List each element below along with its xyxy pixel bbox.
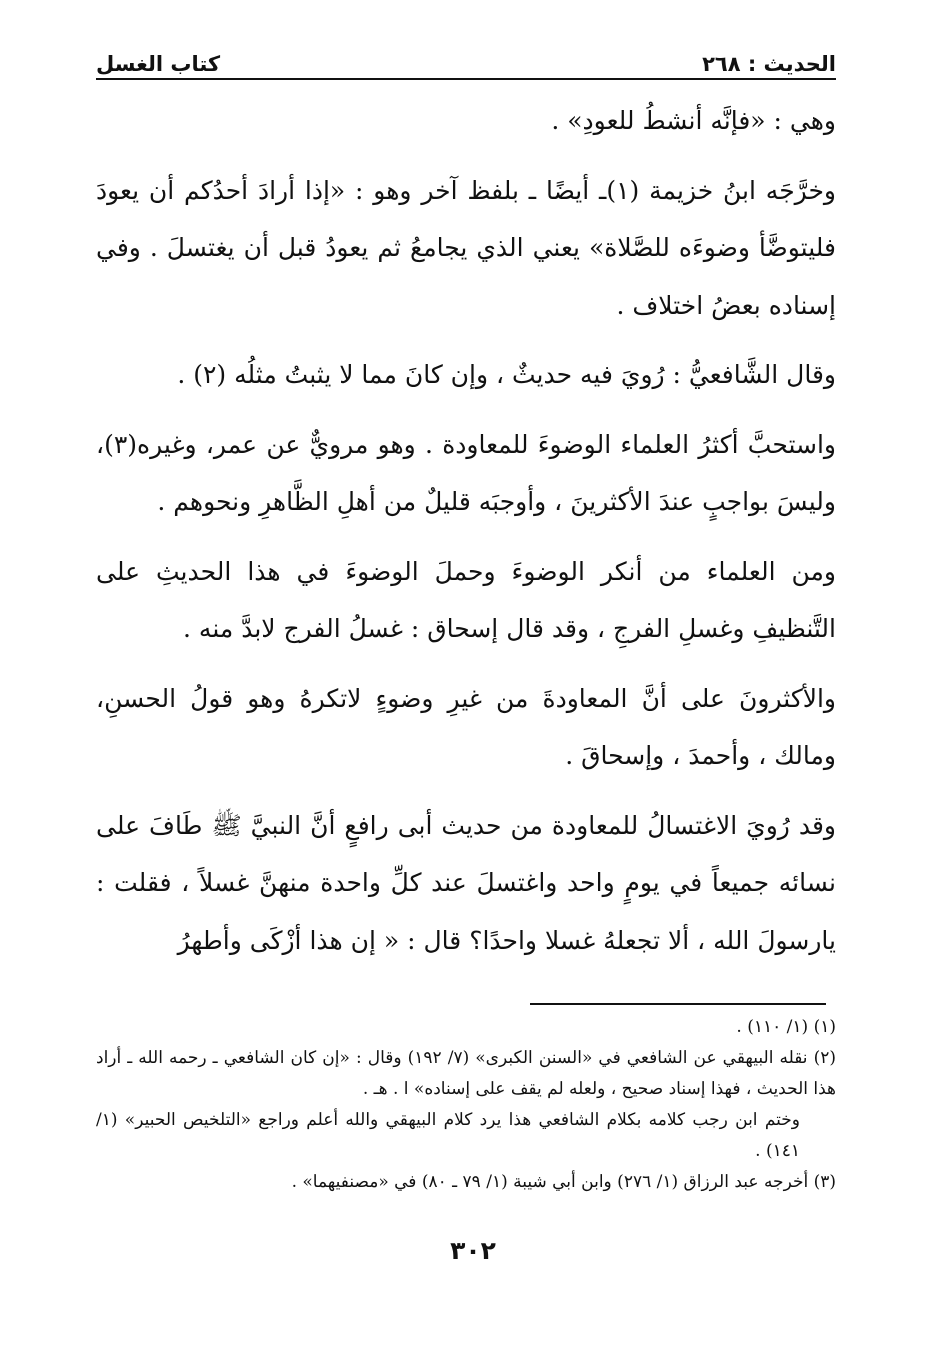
footnote-2-continuation: وختم ابن رجب كلامه بكلام الشافعي هذا يرد كلام البيهقي والله أعلم وراجع «التلخيص الحبير» (١/ ١٤١) . (96, 1110, 800, 1161)
chapter-title: كتاب الغسل (96, 52, 221, 76)
paragraph-5: ومن العلماء من أنكر الوضوءَ وحملَ الوضوءَ في هذا الحديثِ على التَّنظيفِ وغسلِ الفرجِ ، وقد قال إسحاق : غسلُ الفرج لابدَّ منه . (96, 556, 836, 643)
paragraph-4: واستحبَّ أكثرُ العلماء الوضوءَ للمعاودة . وهو مرويٌّ عن عمر، وغيره(٣)، وليسَ بواجبٍ عندَ الأكثرينَ ، وأوجبَه قليلٌ من أهلِ الظَّاهرِ ونحوهم . (96, 429, 836, 516)
footnote-rule (530, 1003, 826, 1005)
footnote-1: (١) (١/ ١١٠) . (736, 1017, 836, 1037)
footnote-3: (٣) أخرجه عبد الرزاق (١/ ٢٧٦) وابن أبي شيبة (١/ ٧٩ ـ ٨٠) في «مصنفيهما» . (291, 1172, 836, 1192)
paragraph-3: وقال الشَّافعيُّ : رُويَ فيه حديثٌ ، وإن كانَ مما لا يثبتُ مثلُه (٢) . (177, 360, 836, 389)
page-number: ٣٠٢ (450, 1236, 496, 1265)
paragraph-1: وهي : «فإنَّه أنشطُ للعودِ» . (551, 106, 836, 135)
main-text (96, 92, 836, 981)
footnotes (96, 1012, 836, 1198)
header-rule (96, 78, 836, 80)
paragraph-2: وخرَّجَه ابنُ خزيمة (١)ـ أيضًا ـ بلفظ آخر وهو : «إذا أرادَ أحدُكم أن يعودَ فليتوضَّأ وضوءَه للصَّلاة» يعني الذي يجامعُ ثم يعودُ قبل أن يغتسلَ . وفي إسناده بعضُ اختلاف . (96, 175, 836, 320)
paragraph-7: وقد رُويَ الاغتسالُ للمعاودة من حديث أبى رافعٍ أنَّ النبيَّ ﷺ طَافَ على نسائه جميعاً في يومٍ واحد واغتسلَ عند كلِّ واحدة منهنَّ غسلاً ، فقلت : يارسولَ الله ، ألا تجعلهُ غسلا واحدًا؟ قال : « إن هذا أزْكَى وأطهرُ (96, 810, 836, 955)
footnote-2: (٢) نقله البيهقي عن الشافعي في «السنن الكبرى» (٧/ ١٩٢) وقال : «إن كان الشافعي ـ رحمه الله ـ أراد هذا الحديث ، فهذا إسناد صحيح ، ولعله لم يقف على إسناده» ا . هـ . (96, 1048, 836, 1099)
paragraph-6: والأكثرونَ على أنَّ المعاودةَ من غيرِ وضوءٍ لاتكرهُ وهو قولُ الحسنِ، ومالك ، وأحمدَ ، وإسحاقَ . (96, 683, 836, 770)
running-header (96, 40, 836, 76)
hadith-number-label: الحديث : ٢٦٨ (702, 52, 836, 76)
